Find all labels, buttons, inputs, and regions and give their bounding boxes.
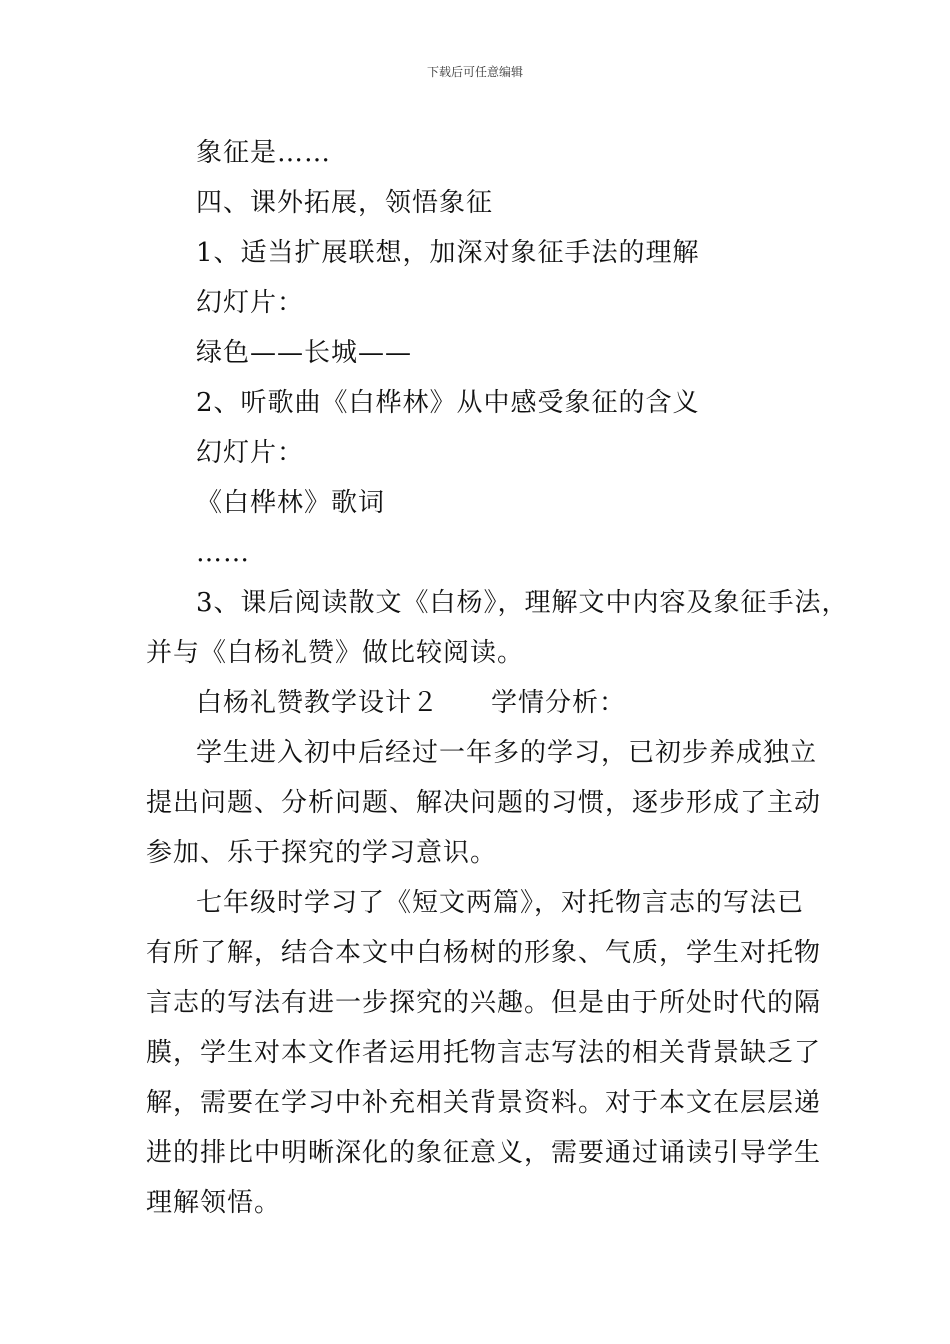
paragraph-line: 进的排比中明晰深化的象征意义，需要通过诵读引导学生 <box>146 1138 822 1168</box>
paragraph-line: 解，需要在学习中补充相关背景资料。对于本文在层层递 <box>146 1088 822 1118</box>
text-line: 《白桦林》歌词 <box>196 488 386 518</box>
section-subtitle: 学情分析： <box>491 688 627 718</box>
list-item: 1、适当扩展联想，加深对象征手法的理解 <box>196 238 700 268</box>
paragraph-line: 言志的写法有进一步探究的兴趣。但是由于所处时代的隔 <box>146 988 822 1018</box>
paragraph-line: 学生进入初中后经过一年多的学习，已初步养成独立 <box>196 738 818 768</box>
text-line: 象征是…… <box>196 138 332 168</box>
section-heading: 四、课外拓展，领悟象征 <box>196 188 494 218</box>
paragraph-line: 七年级时学习了《短文两篇》，对托物言志的写法已 <box>196 888 805 918</box>
text-line: …… <box>196 538 250 568</box>
section-title: 白杨礼赞教学设计２ <box>196 688 440 718</box>
paragraph-line: 参加、乐于探究的学习意识。 <box>146 838 498 868</box>
text-line: 幻灯片： <box>196 288 305 318</box>
section-title-line <box>146 678 826 728</box>
page-header: 下载后可任意编辑 <box>426 65 523 79</box>
text-line: 绿色——长城—— <box>196 338 413 368</box>
text-line: 幻灯片： <box>196 438 305 468</box>
list-item: 3、课后阅读散文《白杨》，理解文中内容及象征手法， <box>196 588 849 618</box>
paragraph-line: 理解领悟。 <box>146 1188 282 1218</box>
paragraph-line: 提出问题、分析问题、解决问题的习惯，逐步形成了主动 <box>146 788 822 818</box>
paragraph-line: 有所了解，结合本文中白杨树的形象、气质，学生对托物 <box>146 938 822 968</box>
list-item: 2、听歌曲《白桦林》从中感受象征的含义 <box>196 388 700 418</box>
paragraph-line: 膜，学生对本文作者运用托物言志写法的相关背景缺乏了 <box>146 1038 822 1068</box>
document-body <box>146 128 849 1228</box>
text-line: 并与《白杨礼赞》做比较阅读。 <box>146 638 525 668</box>
